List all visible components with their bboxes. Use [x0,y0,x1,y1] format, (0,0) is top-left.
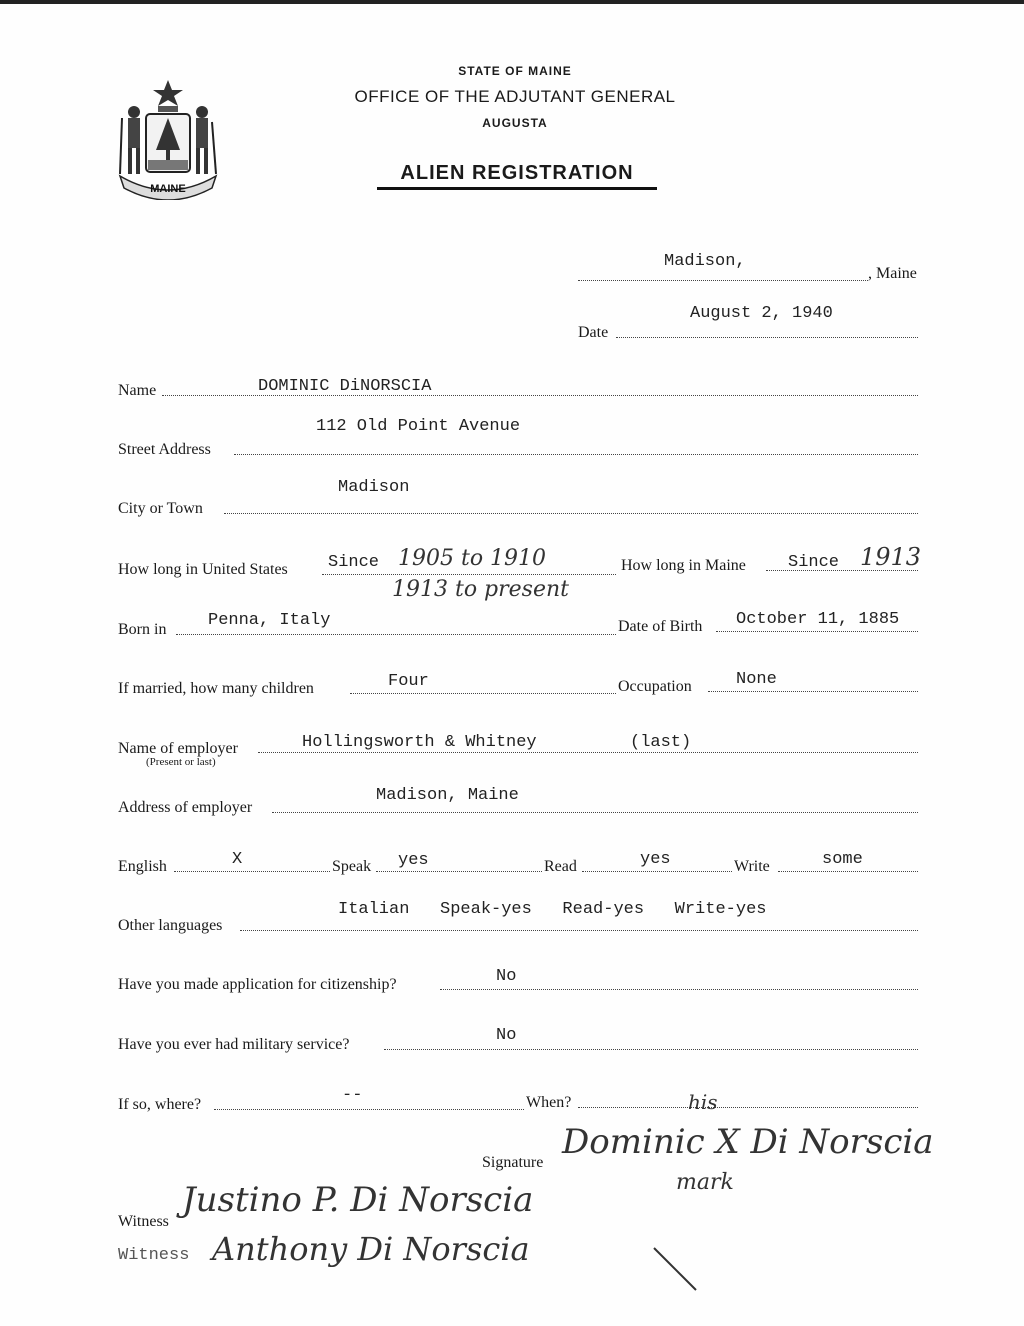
write-label: Write [734,858,770,875]
witness-1-label: Witness [118,1213,169,1230]
citizenship-label: Have you made application for citizenship? [118,976,397,993]
occupation-value: None [736,670,777,689]
form-title: ALIEN REGISTRATION [377,162,657,190]
employer-last: (last) [630,733,692,752]
us-since-typed: Since [328,553,380,572]
military-line [384,1049,918,1050]
maine-since-typed: Since [788,553,840,572]
signature-his: his [688,1090,718,1114]
speak-value: yes [398,851,429,870]
read-value: yes [640,850,671,869]
how-long-us-label: How long in United States [118,561,288,578]
born-in-label: Born in [118,621,167,638]
dob-line [716,631,918,632]
employer-label: Name of employer [118,740,238,757]
children-line [350,693,616,694]
employer-line [258,752,918,753]
military-value: No [496,1026,517,1045]
employer-value: Hollingsworth & Whitney [302,733,537,752]
where-label: If so, where? [118,1096,202,1113]
maine-seal-icon [112,78,224,200]
speak-label: Speak [332,858,372,875]
children-value: Four [388,672,429,691]
other-languages-value: Italian Speak-yes Read-yes Write-yes [338,900,767,919]
maine-label: , Maine [868,265,917,282]
us-since-handwritten: 1905 to 1910 [398,546,547,571]
read-label: Read [544,858,577,875]
employer-address-label: Address of employer [118,799,253,816]
city-value: Madison [338,478,410,497]
read-line [582,871,732,872]
street-value: 112 Old Point Avenue [316,417,521,436]
witness-2-signature: Anthony Di Norscia [212,1230,530,1268]
witness-1-signature: Justino P. Di Norscia [182,1180,534,1220]
name-label: Name [118,382,157,399]
date-label: Date [578,324,609,341]
where-value: -- [342,1086,363,1105]
top-border [0,0,1024,4]
town-line [578,280,868,281]
signature-value: Dominic X Di Norscia [562,1122,934,1162]
citizenship-line [440,989,918,990]
where-line [214,1109,524,1110]
employer-address-value: Madison, Maine [376,786,519,805]
occupation-label: Occupation [618,678,692,695]
town-value: Madison, [664,252,746,271]
children-label: If married, how many children [118,680,314,697]
write-value: some [822,850,863,869]
occupation-line [708,691,918,692]
english-label: English [118,858,167,875]
us-since-handwritten-2: 1913 to present [392,577,569,602]
citizenship-value: No [496,967,517,986]
seal-banner: MAINE [150,183,186,195]
other-languages-line [240,930,918,931]
signature-label: Signature [482,1154,544,1171]
date-value: August 2, 1940 [690,304,833,323]
state-heading: STATE OF MAINE [458,64,572,78]
write-line [778,871,918,872]
english-value: X [232,850,243,869]
employer-note: (Present or last) [146,756,216,768]
street-label: Street Address [118,441,211,458]
how-long-us-line [322,574,616,575]
name-value: DOMINIC DiNORSCIA [258,377,432,396]
maine-since-handwritten: 1913 [860,543,922,571]
pen-mark [650,1244,700,1294]
street-line [234,454,918,455]
dob-value: October 11, 1885 [736,610,900,629]
city-label: City or Town [118,500,203,517]
signature-mark: mark [676,1170,734,1195]
when-line [578,1107,918,1108]
date-line [616,337,918,338]
how-long-maine-label: How long in Maine [621,557,746,574]
employer-address-line [272,812,918,813]
when-label: When? [526,1094,572,1111]
city-heading: AUGUSTA [482,116,548,130]
office-heading: OFFICE OF THE ADJUTANT GENERAL [354,87,676,106]
city-line [224,513,918,514]
dob-label: Date of Birth [618,618,703,635]
born-in-value: Penna, Italy [208,611,331,630]
witness-2-label: Witness [118,1246,190,1265]
other-languages-label: Other languages [118,917,223,934]
speak-line [376,871,542,872]
born-in-line [176,634,616,635]
military-label: Have you ever had military service? [118,1036,350,1053]
english-line [174,871,330,872]
